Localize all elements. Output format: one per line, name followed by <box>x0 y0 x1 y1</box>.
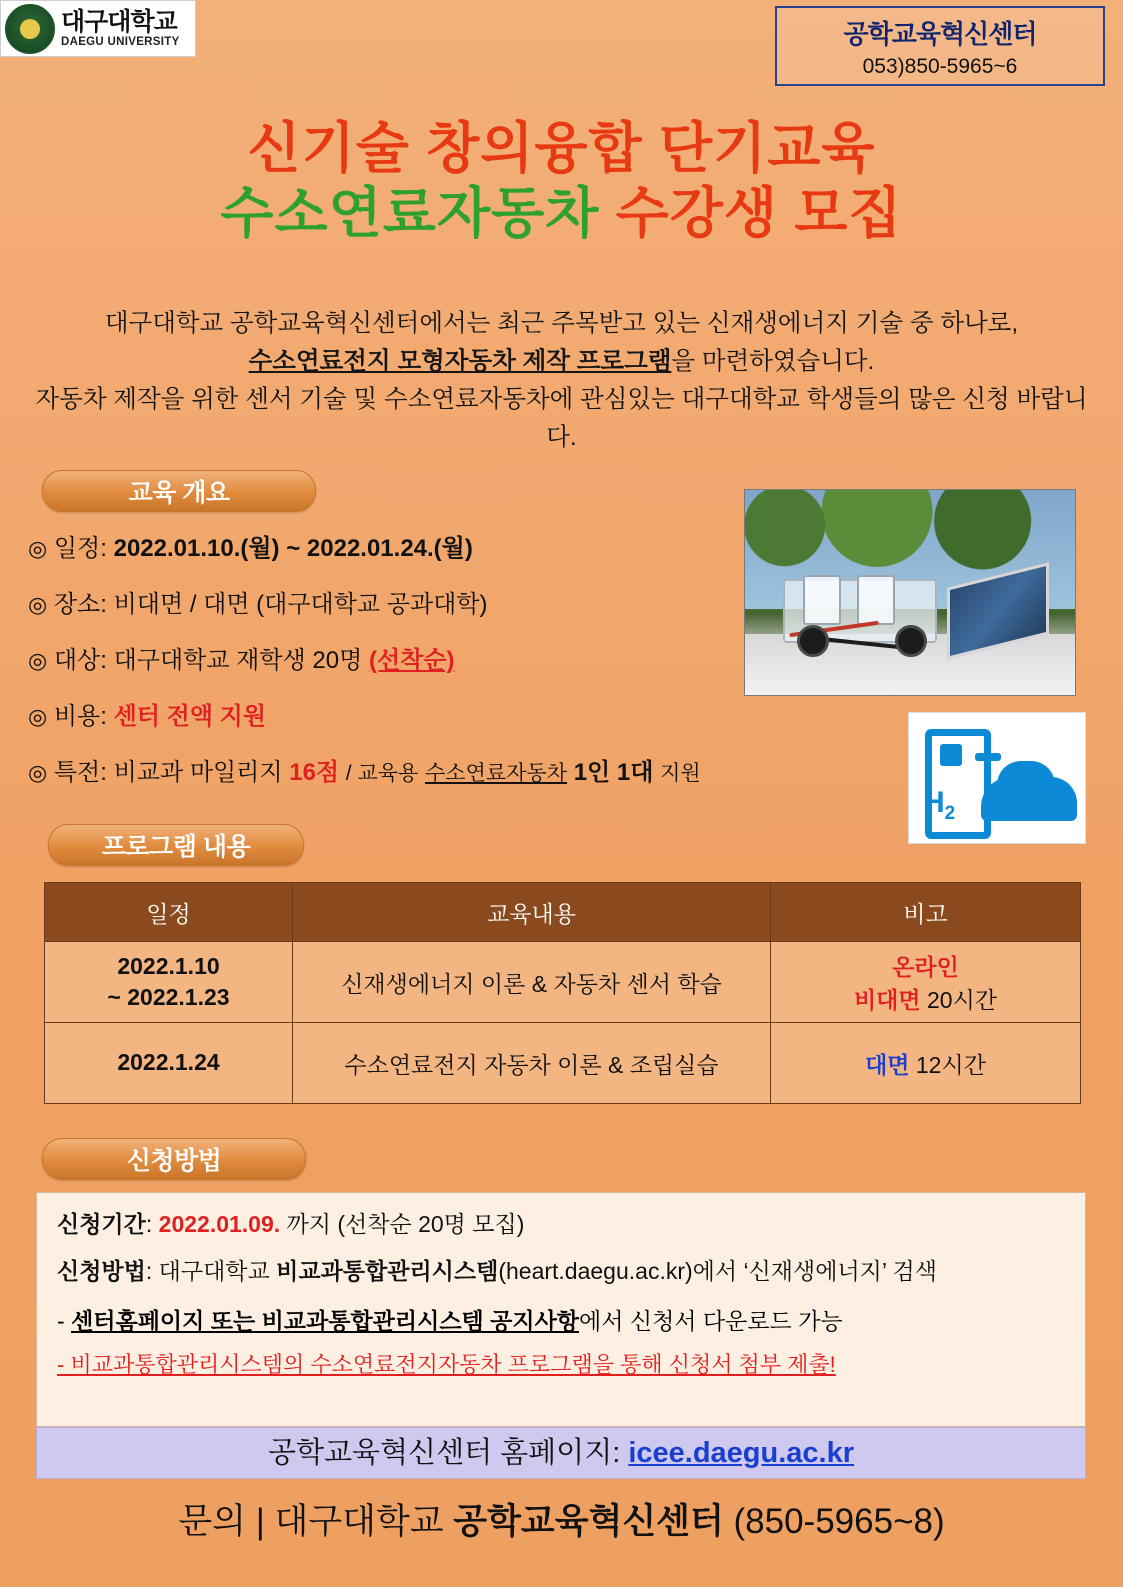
section-heading-program: 프로그램 내용 <box>48 824 304 866</box>
bullet-icon: ◎ <box>28 536 48 561</box>
apply-period-colon: : <box>145 1211 159 1237</box>
pump-display-icon <box>940 744 962 766</box>
photo-fuel-cell-2 <box>857 575 895 625</box>
overview-value-target-emphasis: (선착순) <box>368 647 455 674</box>
overview-list <box>28 528 728 808</box>
table-cell-date-1-line2: ~ 2022.1.23 <box>107 984 230 1010</box>
overview-row-schedule <box>28 528 728 563</box>
hydrogen-fueling-icon <box>908 712 1086 844</box>
overview-benefit-pre: 비교과 마일리지 <box>113 759 283 786</box>
note-mode-2-strong: 대면 <box>865 1051 910 1078</box>
intro-line-2-post: 을 마련하였습니다. <box>671 347 875 375</box>
title-rest: 수강생 모집 <box>599 181 903 244</box>
photo-fuel-cell-1 <box>803 575 841 625</box>
apply-period-line <box>57 1209 1065 1240</box>
table-header-note: 비고 <box>771 883 1081 942</box>
footer-center-name: 공학교육혁신센터 <box>453 1502 724 1541</box>
table-cell-note-1 <box>771 942 1081 1023</box>
table-cell-date-2: 2022.1.24 <box>45 1023 293 1104</box>
title-line-2 <box>0 179 1123 248</box>
center-contact-box <box>775 6 1105 86</box>
photo-wheel-front <box>797 625 829 657</box>
section-heading-apply: 신청방법 <box>42 1138 306 1180</box>
poster-title <box>0 118 1123 247</box>
footer-post: (850-5965~8) <box>723 1502 945 1541</box>
apply-bullet-2 <box>57 1348 1065 1379</box>
apply-bullet-1 <box>57 1303 1065 1336</box>
car-silhouette-icon <box>981 777 1077 821</box>
homepage-label: 공학교육혁신센터 홈페이지: <box>267 1437 629 1469</box>
h2-label: $H_2$ <box>923 786 956 824</box>
overview-value-place: 비대면 / 대면 (대구대학교 공과대학) <box>113 591 488 618</box>
university-name-en: DAEGU UNIVERSITY <box>61 35 180 48</box>
footer-pre: 문의 | 대구대학교 <box>178 1502 454 1541</box>
table-cell-content-2: 수소연료전지 자동차 이론 & 조립실습 <box>293 1023 771 1104</box>
center-name: 공학교육혁신센터 <box>843 19 1037 49</box>
intro-line-1: 대구대학교 공학교육혁신센터에서는 최근 주목받고 있는 신재생에너지 기술 중 하나로, <box>104 310 1019 337</box>
overview-label-target: 대상: <box>53 647 107 674</box>
overview-label-cost: 비용: <box>53 703 107 730</box>
note-mode-1-hours: 20시간 <box>920 987 998 1013</box>
overview-value-schedule: 2022.01.10.(월) ~ 2022.01.24.(월) <box>113 535 473 562</box>
homepage-link[interactable]: icee.daegu.ac.kr <box>628 1437 855 1469</box>
overview-row-target <box>28 640 728 675</box>
section-heading-overview: 교육 개요 <box>42 470 316 512</box>
table-header-content: 교육내용 <box>293 883 771 942</box>
overview-row-cost <box>28 696 728 731</box>
fuel-cell-car-photo <box>744 489 1076 696</box>
application-info-box <box>36 1192 1086 1427</box>
apply-bullet-1-post: 에서 신청서 다운로드 가능 <box>579 1308 843 1335</box>
note-mode-1 <box>772 982 1079 1015</box>
apply-method-mid: (heart.daegu.ac.kr)에서 ‘신재생에너지’ 검색 <box>498 1258 937 1285</box>
overview-row-benefit <box>28 752 728 787</box>
intro-line-3: 자동차 제작을 위한 센서 기술 및 수소연료자동차에 관심있는 대구대학교 학생들의 많은 신청 바랍니다. <box>35 385 1088 451</box>
homepage-bar <box>36 1427 1086 1479</box>
footer-contact <box>0 1494 1123 1544</box>
overview-benefit-underline: 수소연료자동차 <box>425 762 568 785</box>
h2-subscript: 2 <box>944 803 956 824</box>
overview-label-place: 장소: <box>53 591 107 618</box>
apply-method-label: 신청방법 <box>57 1258 146 1285</box>
overview-benefit-mid: / 교육용 <box>345 762 419 785</box>
overview-value-target: 대구대학교 재학생 20명 <box>113 647 363 674</box>
overview-label-benefit: 특전: <box>53 759 107 786</box>
note-mode-1-strong: 비대면 <box>853 987 921 1013</box>
table-cell-date-1 <box>45 942 293 1023</box>
university-emblem-icon <box>5 4 55 54</box>
title-highlight: 수소연료자동차 <box>220 181 600 244</box>
overview-benefit-count: 1인 1대 <box>573 759 654 786</box>
table-row <box>45 1023 1081 1104</box>
apply-method-line <box>57 1256 1065 1287</box>
note-online-1: 온라인 <box>892 954 959 980</box>
overview-benefit-post: 지원 <box>660 762 701 785</box>
center-phone: 053)850-5965~6 <box>862 55 1018 78</box>
title-line-1: 신기술 창의융합 단기교육 <box>247 117 876 179</box>
apply-method-system: 비교과통합관리시스템 <box>276 1258 499 1285</box>
university-logo-text <box>61 9 180 47</box>
apply-period-post: 까지 (선착순 20명 모집) <box>280 1211 525 1237</box>
overview-label-schedule: 일정: <box>53 535 107 562</box>
program-table <box>44 882 1081 1104</box>
note-mode-2-hours: 12시간 <box>909 1051 986 1078</box>
apply-period-label: 신청기간 <box>57 1211 146 1237</box>
intro-program-name: 수소연료전지 모형자동차 제작 프로그램 <box>248 347 672 375</box>
overview-benefit-points: 16점 <box>289 759 340 786</box>
bullet-icon: ◎ <box>28 592 48 617</box>
table-header-schedule: 일정 <box>45 883 293 942</box>
photo-wheel-rear <box>895 625 927 657</box>
bullet-icon: ◎ <box>28 704 48 729</box>
apply-bullet-1-dash: - <box>57 1308 72 1335</box>
table-cell-content-1: 신재생에너지 이론 & 자동차 센서 학습 <box>293 942 771 1023</box>
bullet-icon: ◎ <box>28 648 48 673</box>
apply-bullet-1-bold: 센터홈페이지 또는 비교과통합관리시스템 공지사항 <box>71 1308 580 1335</box>
table-row <box>45 942 1081 1023</box>
apply-period-date: 2022.01.09. <box>158 1211 281 1237</box>
university-name-kr: 대구대학교 <box>61 8 177 37</box>
table-header-row <box>45 883 1081 942</box>
pump-nozzle-icon <box>975 753 1001 761</box>
intro-paragraph <box>30 305 1093 457</box>
overview-value-cost: 센터 전액 지원 <box>113 703 267 730</box>
intro-line-2 <box>30 343 1093 381</box>
overview-row-place <box>28 584 728 619</box>
table-cell-date-1-line1: 2022.1.10 <box>117 952 220 979</box>
apply-bullet-2-text: - 비교과통합관리시스템의 수소연료전지자동차 프로그램을 통해 신청서 첨부 제출! <box>57 1352 836 1378</box>
bullet-icon: ◎ <box>28 760 48 785</box>
university-logo <box>0 0 196 57</box>
table-cell-note-2 <box>771 1023 1081 1104</box>
apply-method-pre: : 대구대학교 <box>145 1258 277 1285</box>
